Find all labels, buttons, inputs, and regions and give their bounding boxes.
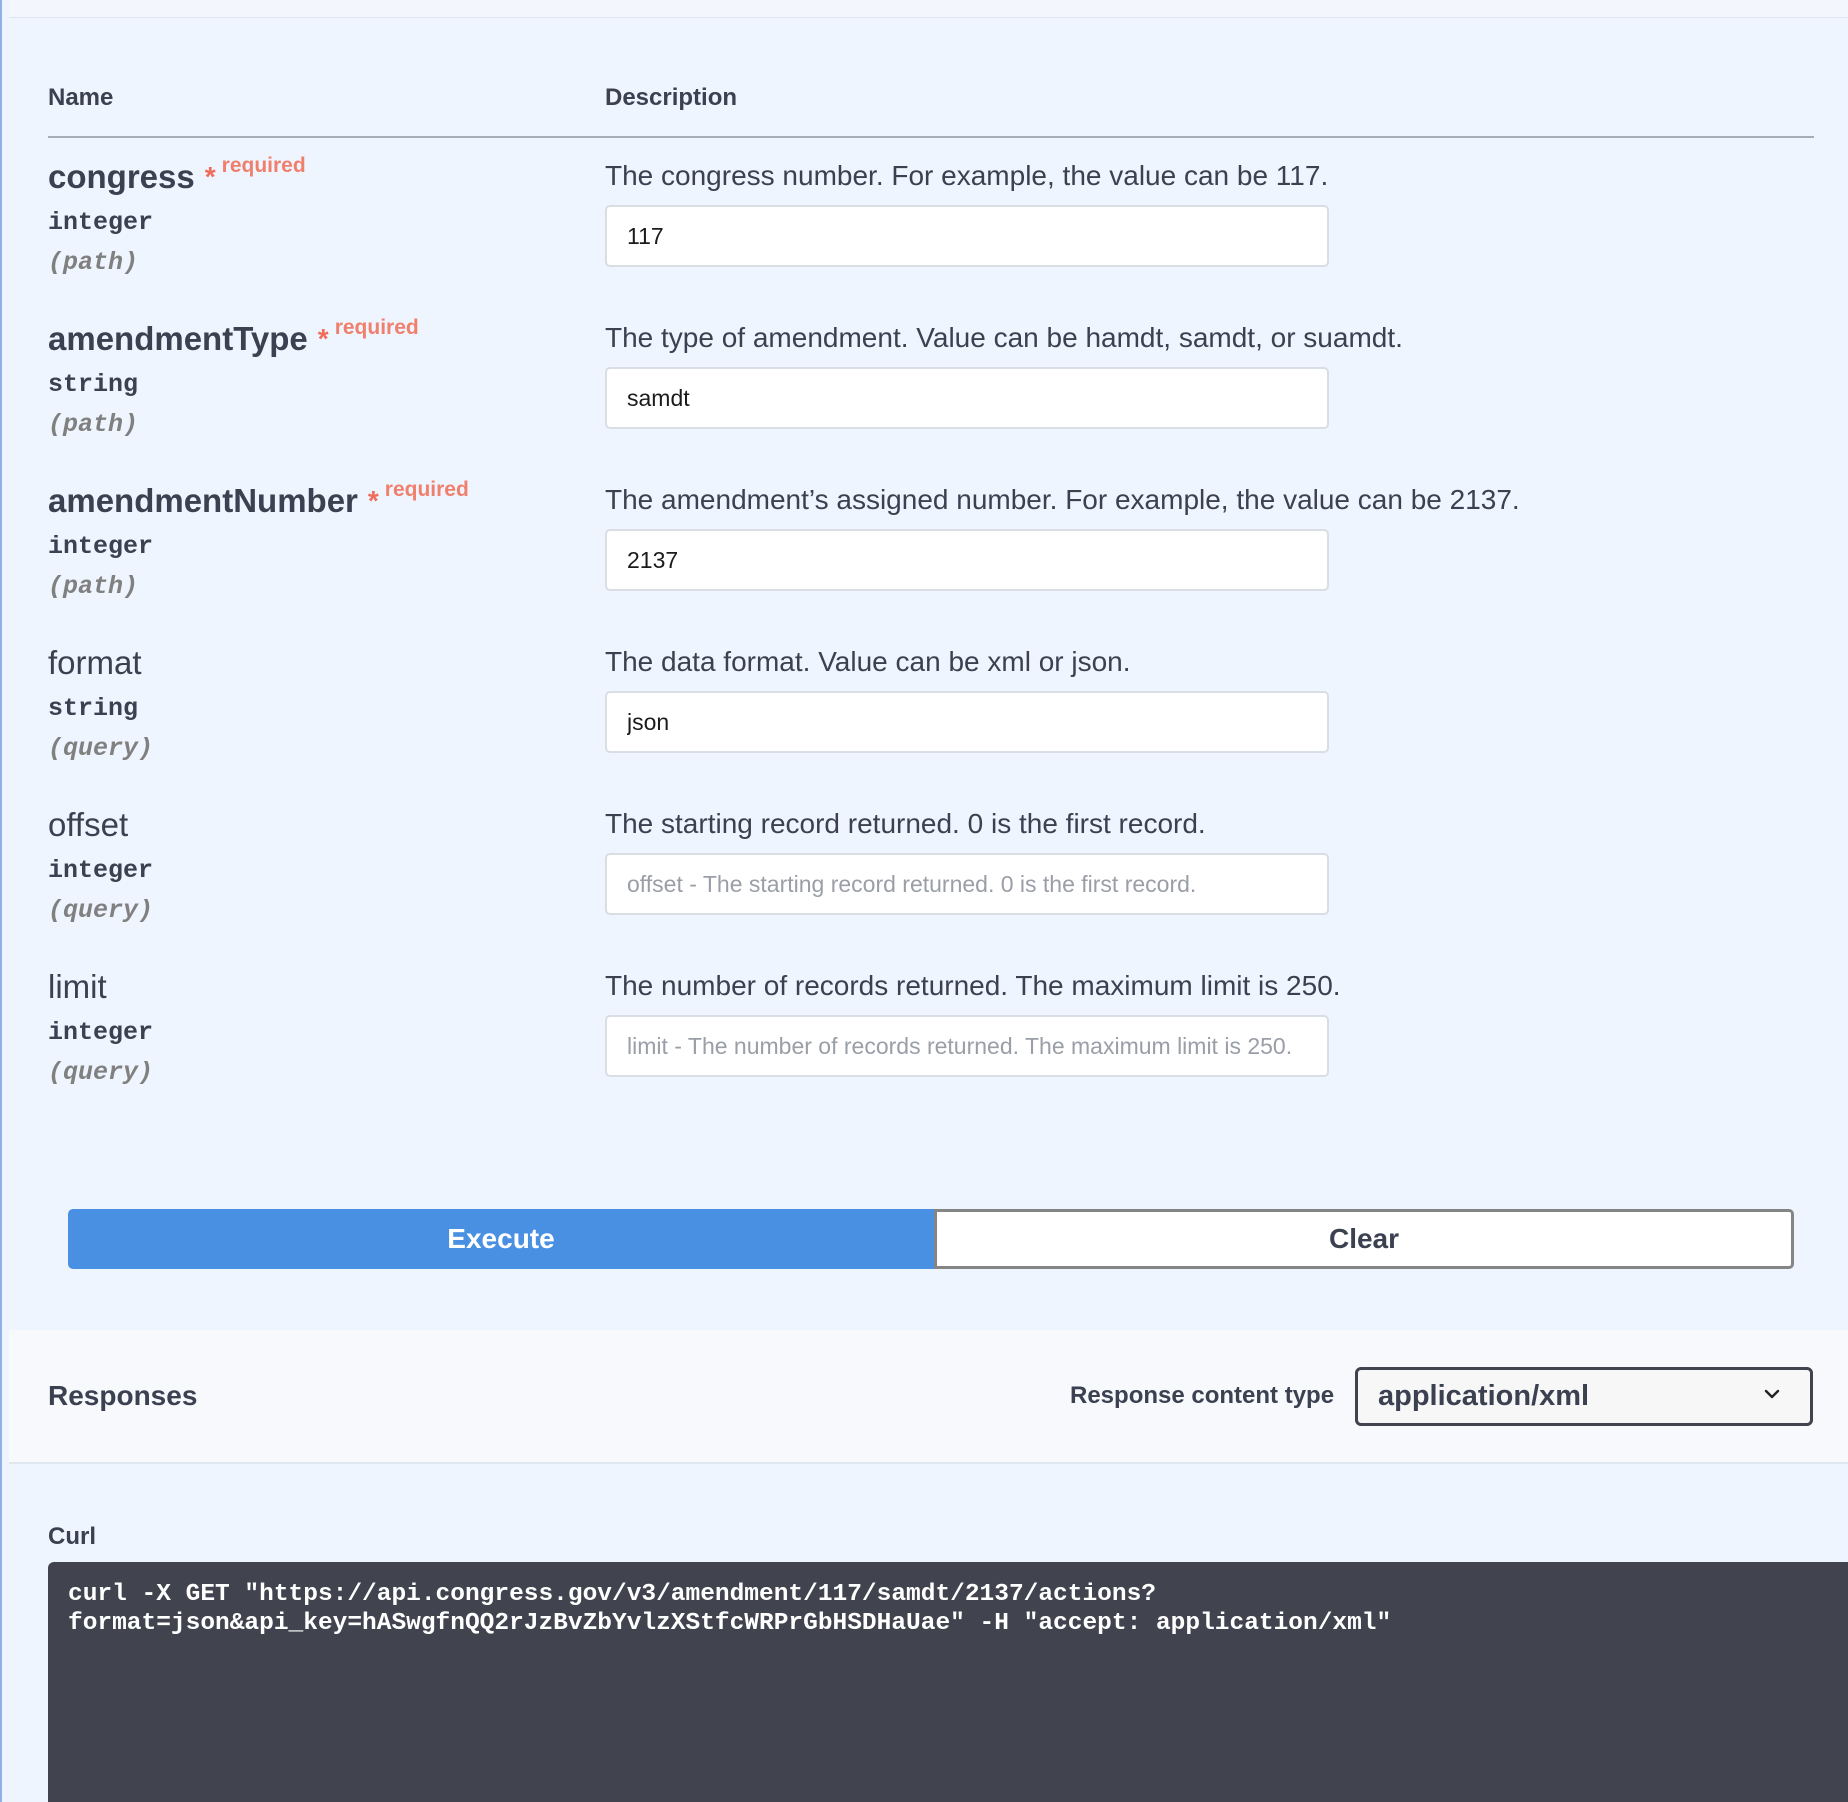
- curl-code-block: [48, 1562, 1848, 1802]
- param-type-limit: integer: [48, 1018, 154, 1047]
- param-in-offset: (query): [48, 896, 154, 925]
- required-label: required: [384, 478, 469, 501]
- param-description-limit: The number of records returned. The maximum limit is 250.: [605, 970, 1341, 1001]
- amendment-number-input[interactable]: [605, 529, 1329, 591]
- param-in-congress: (path): [48, 248, 139, 277]
- amendment-type-input[interactable]: [605, 367, 1329, 429]
- format-input[interactable]: [605, 691, 1329, 753]
- curl-command-line-1: curl -X GET "https://api.congress.gov/v3/amendment/117/samdt/2137/actions?: [68, 1581, 1156, 1608]
- header-divider: [48, 136, 1814, 138]
- param-type-congress: integer: [48, 208, 154, 237]
- required-label: required: [221, 154, 306, 177]
- param-type-amendmenttype: string: [48, 370, 139, 399]
- response-content-type-value: application/xml: [1378, 1380, 1590, 1412]
- param-in-amendmentnumber: (path): [48, 572, 139, 601]
- panel-left-border: [0, 0, 9, 1802]
- param-type-amendmentnumber: integer: [48, 532, 154, 561]
- responses-title: Responses: [48, 1380, 198, 1411]
- param-type-offset: integer: [48, 856, 154, 885]
- clear-button[interactable]: Clear: [934, 1209, 1794, 1269]
- curl-label: Curl: [48, 1523, 96, 1550]
- column-header-name: Name: [48, 84, 114, 111]
- param-description-offset: The starting record returned. 0 is the first record.: [605, 808, 1206, 839]
- execute-button-group: [68, 1209, 1794, 1269]
- required-label: required: [334, 316, 419, 339]
- param-name-limit: limit: [48, 968, 107, 1005]
- section-header-band: [9, 0, 1848, 18]
- param-in-amendmenttype: (path): [48, 410, 139, 439]
- param-description-format: The data format. Value can be xml or json.: [605, 646, 1131, 677]
- congress-input[interactable]: [605, 205, 1329, 267]
- column-header-description: Description: [605, 84, 738, 111]
- param-name-text: amendmentNumber: [48, 482, 358, 519]
- offset-input[interactable]: [605, 853, 1329, 915]
- param-name-format: format: [48, 644, 142, 681]
- required-star: *: [204, 161, 216, 192]
- param-type-format: string: [48, 694, 139, 723]
- param-name-text: congress: [48, 158, 195, 195]
- param-name-offset: offset: [48, 806, 129, 843]
- param-name-amendmenttype: [48, 316, 419, 358]
- limit-input[interactable]: [605, 1015, 1329, 1077]
- execute-button[interactable]: Execute: [68, 1209, 934, 1269]
- param-description-congress: The congress number. For example, the value can be 117.: [605, 160, 1329, 191]
- curl-command-line-2: format=json&api_key=hASwgfnQQ2rJzBvZbYvlzXStfcWRPrGbHSDHaUae" -H "accept: application/xml": [68, 1610, 1392, 1637]
- chevron-down-icon: [1764, 1386, 1780, 1402]
- param-description-amendmenttype: The type of amendment. Value can be hamdt, samdt, or suamdt.: [605, 322, 1403, 353]
- response-content-type-label: Response content type: [1070, 1382, 1335, 1409]
- param-name-amendmentnumber: [48, 478, 469, 520]
- response-content-type-select[interactable]: [1355, 1367, 1813, 1426]
- required-star: *: [317, 323, 329, 354]
- param-in-limit: (query): [48, 1058, 154, 1087]
- required-star: *: [367, 485, 379, 516]
- param-in-format: (query): [48, 734, 154, 763]
- param-name-congress: [48, 154, 306, 196]
- param-name-text: amendmentType: [48, 320, 308, 357]
- param-description-amendmentnumber: The amendment’s assigned number. For example, the value can be 2137.: [605, 484, 1520, 515]
